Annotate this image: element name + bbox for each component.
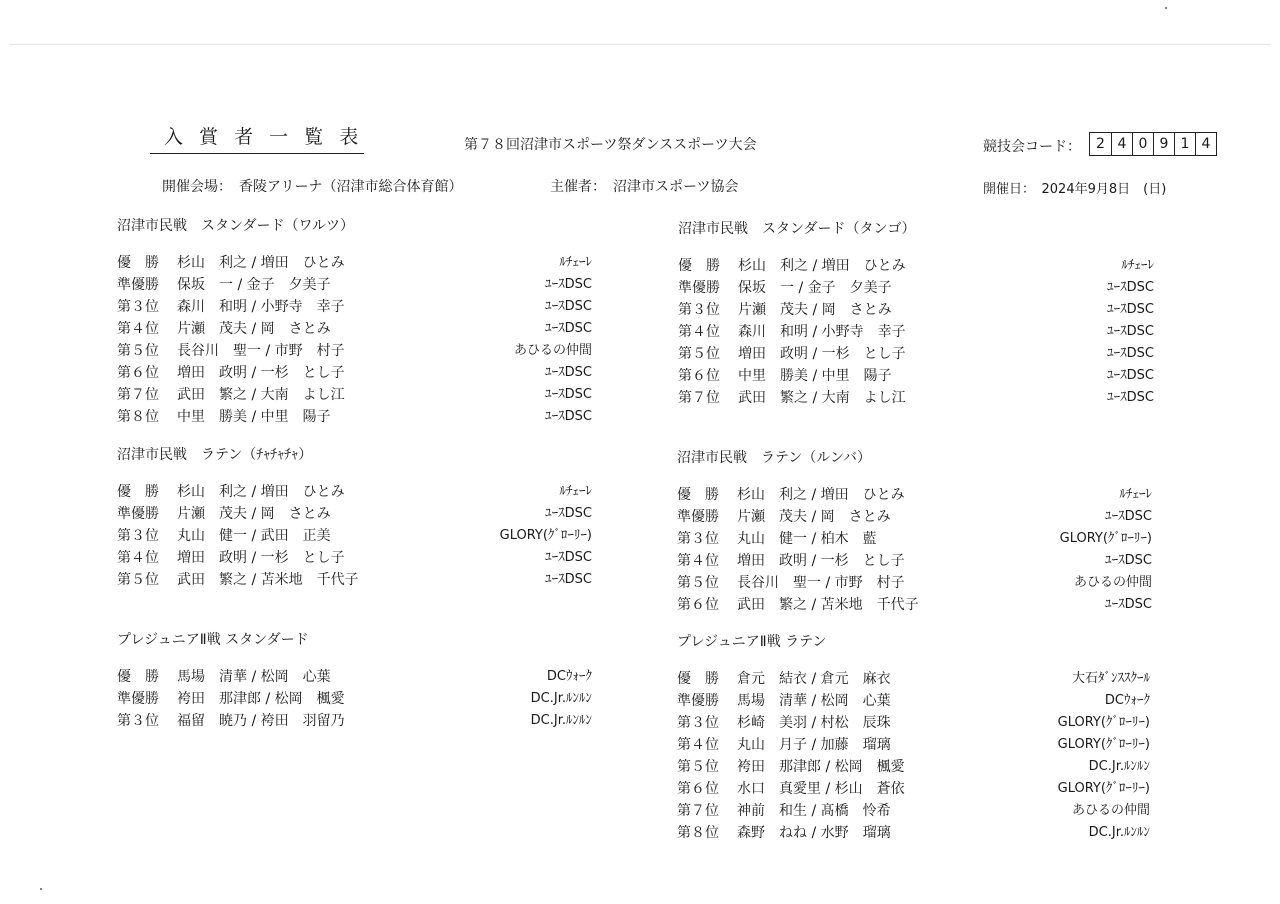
result-row (677, 778, 1150, 800)
section-title: 沼津市民戦 ラテン（ルンバ） (677, 450, 871, 466)
couple-names: 袴田 那津郎 / 松岡 楓愛 (177, 691, 345, 707)
couple-names: 増田 政明 / 一杉 とし子 (738, 346, 906, 362)
club-name: ﾕｰｽDSC (1107, 302, 1154, 317)
result-row (678, 343, 1154, 365)
rank-label: 第６位 (677, 597, 719, 613)
rank-label: 第５位 (117, 343, 159, 359)
couple-names: 武田 繁之 / 苫米地 千代子 (737, 597, 919, 613)
club-name: ﾕｰｽDSC (545, 321, 592, 336)
club-name: ﾕｰｽDSC (545, 387, 592, 402)
rank-label: 優 勝 (678, 258, 720, 274)
club-name: ﾕｰｽDSC (545, 277, 592, 292)
result-row (117, 406, 592, 428)
section-title: プレジュニアⅡ戦 スタンダード (117, 632, 309, 648)
result-row (117, 296, 592, 318)
couple-names: 袴田 那津郎 / 松岡 楓愛 (737, 759, 905, 775)
result-row (117, 274, 592, 296)
section-title: 沼津市民戦 スタンダード（ワルツ） (117, 218, 355, 234)
event-name: 第７８回沼津市スポーツ祭ダンススポーツ大会 (464, 137, 757, 153)
club-name: ﾙﾁｪｰﾚ (559, 484, 592, 499)
club-name: ﾕｰｽDSC (545, 550, 592, 565)
rank-label: 準優勝 (678, 280, 720, 296)
rank-label: 準優勝 (677, 693, 719, 709)
result-row (117, 547, 592, 569)
host-organizer: 主催者： 沼津市スポーツ協会 (550, 179, 739, 195)
rank-label: 準優勝 (117, 506, 159, 522)
club-name: ﾕｰｽDSC (1105, 509, 1152, 524)
club-name: ﾙﾁｪｰﾚ (1121, 258, 1154, 273)
club-name: ﾕｰｽDSC (545, 409, 592, 424)
code-digit: 4 (1195, 133, 1216, 155)
couple-names: 杉山 利之 / 増田 ひとみ (738, 258, 906, 274)
rank-label: 優 勝 (117, 669, 159, 685)
club-name: DC.Jr.ﾙﾝﾙﾝ (530, 713, 592, 728)
result-row (117, 252, 592, 274)
result-row (677, 528, 1152, 550)
rank-label: 準優勝 (677, 509, 719, 525)
couple-names: 杉山 利之 / 増田 ひとみ (177, 255, 345, 271)
rank-label: 第６位 (117, 365, 159, 381)
result-row (677, 484, 1152, 506)
code-digit: 9 (1153, 133, 1174, 155)
club-name: DC.Jr.ﾙﾝﾙﾝ (1088, 825, 1150, 840)
rank-label: 第４位 (678, 324, 720, 340)
rank-label: 第３位 (117, 299, 159, 315)
result-row (678, 321, 1154, 343)
club-name: DCｳｫｰｸ (1104, 693, 1150, 708)
code-digit: 0 (1132, 133, 1153, 155)
rank-label: 第４位 (677, 737, 719, 753)
code-digit: 2 (1096, 136, 1105, 152)
result-row (677, 572, 1152, 594)
couple-names: 杉山 利之 / 増田 ひとみ (177, 484, 345, 500)
club-name: ﾕｰｽDSC (1107, 324, 1154, 339)
code-digit: 1 (1174, 133, 1195, 155)
rank-label: 第８位 (677, 825, 719, 841)
couple-names: 片瀬 茂夫 / 岡 さとみ (177, 506, 331, 522)
couple-names: 馬場 清華 / 松岡 心葉 (177, 669, 331, 685)
rank-label: 第６位 (678, 368, 720, 384)
rank-label: 第６位 (677, 781, 719, 797)
rank-label: 第５位 (677, 759, 719, 775)
couple-names: 森野 ねね / 水野 瑠璃 (737, 825, 891, 841)
couple-names: 丸山 健一 / 武田 正美 (177, 528, 331, 544)
couple-names: 神前 和生 / 髙橋 怜希 (737, 803, 891, 819)
club-name: DCｳｫｰｸ (546, 669, 592, 684)
rank-label: 第３位 (677, 715, 719, 731)
couple-names: 増田 政明 / 一杉 とし子 (177, 550, 345, 566)
club-name: GLORY(ｸﾞﾛｰﾘｰ) (1059, 531, 1152, 546)
club-name: あひるの仲間 (1073, 575, 1152, 590)
club-name: ﾕｰｽDSC (1107, 346, 1154, 361)
result-row (117, 340, 592, 362)
couple-names: 武田 繁之 / 大南 よし江 (177, 387, 345, 403)
event-date: 開催日： 2024年9月8日 (日) (983, 182, 1167, 197)
rank-label: 第７位 (678, 390, 720, 406)
result-row (677, 690, 1150, 712)
result-row (678, 365, 1154, 387)
couple-names: 森川 和明 / 小野寺 幸子 (738, 324, 906, 340)
club-name: 大石ﾀﾞﾝｽｽｸｰﾙ (1071, 671, 1150, 686)
result-row (678, 299, 1154, 321)
result-row (678, 277, 1154, 299)
rank-label: 準優勝 (117, 277, 159, 293)
results-section-prejunior-standard (117, 630, 592, 732)
result-row (117, 710, 592, 732)
rank-label: 優 勝 (677, 487, 719, 503)
rank-label: 第３位 (117, 713, 159, 729)
result-row (677, 800, 1150, 822)
couple-names: 保坂 一 / 金子 夕美子 (177, 277, 331, 293)
club-name: ﾕｰｽDSC (1105, 553, 1152, 568)
club-name: GLORY(ｸﾞﾛｰﾘｰ) (1057, 715, 1150, 730)
result-row (678, 387, 1154, 409)
rank-label: 第４位 (117, 550, 159, 566)
couple-names: 片瀬 茂夫 / 岡 さとみ (738, 302, 892, 318)
scan-speck (40, 888, 42, 890)
result-row (677, 594, 1152, 616)
couple-names: 長谷川 聖一 / 市野 村子 (177, 343, 345, 359)
couple-names: 杉崎 美羽 / 村松 辰珠 (737, 715, 891, 731)
result-row (117, 503, 592, 525)
result-row (117, 318, 592, 340)
couple-names: 武田 繁之 / 苫米地 千代子 (177, 572, 359, 588)
couple-names: 武田 繁之 / 大南 よし江 (738, 390, 906, 406)
result-row (677, 668, 1150, 690)
club-name: ﾕｰｽDSC (1105, 597, 1152, 612)
couple-names: 森川 和明 / 小野寺 幸子 (177, 299, 345, 315)
rank-label: 第３位 (677, 531, 719, 547)
rank-label: 第５位 (677, 575, 719, 591)
rank-label: 優 勝 (677, 671, 719, 687)
result-row (117, 688, 592, 710)
section-title: 沼津市民戦 スタンダード（タンゴ） (678, 221, 916, 237)
rank-label: 優 勝 (117, 255, 159, 271)
club-name: DC.Jr.ﾙﾝﾙﾝ (530, 691, 592, 706)
club-name: ﾙﾁｪｰﾚ (559, 255, 592, 270)
couple-names: 片瀬 茂夫 / 岡 さとみ (177, 321, 331, 337)
scan-edge-line (10, 44, 1270, 45)
couple-names: 丸山 健一 / 柏木 藍 (737, 531, 877, 547)
result-row (677, 506, 1152, 528)
club-name: ﾕｰｽDSC (1107, 368, 1154, 383)
result-row (117, 481, 592, 503)
club-name: ﾕｰｽDSC (1107, 390, 1154, 405)
results-section-tango (678, 219, 1154, 409)
result-row (117, 569, 592, 591)
result-row (677, 734, 1150, 756)
club-name: ﾕｰｽDSC (545, 365, 592, 380)
couple-names: 水口 真愛里 / 杉山 蒼依 (737, 781, 905, 797)
rank-label: 第７位 (117, 387, 159, 403)
result-row (117, 666, 592, 688)
results-section-rumba (677, 448, 1152, 616)
couple-names: 長谷川 聖一 / 市野 村子 (737, 575, 905, 591)
scan-speck (1165, 7, 1167, 9)
couple-names: 増田 政明 / 一杉 とし子 (177, 365, 345, 381)
section-title: プレジュニアⅡ戦 ラテン (677, 634, 827, 650)
rank-label: 第３位 (117, 528, 159, 544)
club-name: ﾕｰｽDSC (545, 299, 592, 314)
couple-names: 杉山 利之 / 増田 ひとみ (737, 487, 905, 503)
code-digit: 4 (1111, 133, 1132, 155)
result-row (677, 712, 1150, 734)
result-row (677, 822, 1150, 844)
club-name: ﾕｰｽDSC (1107, 280, 1154, 295)
result-row (678, 255, 1154, 277)
couple-names: 片瀬 茂夫 / 岡 さとみ (737, 509, 891, 525)
results-section-prejunior-latin (677, 632, 1150, 844)
club-name: DC.Jr.ﾙﾝﾙﾝ (1088, 759, 1150, 774)
couple-names: 丸山 月子 / 加藤 瑠璃 (737, 737, 891, 753)
rank-label: 第４位 (117, 321, 159, 337)
rank-label: 準優勝 (117, 691, 159, 707)
couple-names: 中里 勝美 / 中里 陽子 (738, 368, 892, 384)
club-name: GLORY(ｸﾞﾛｰﾘｰ) (1057, 737, 1150, 752)
couple-names: 増田 政明 / 一杉 とし子 (737, 553, 905, 569)
club-name: ﾕｰｽDSC (545, 572, 592, 587)
club-name: GLORY(ｸﾞﾛｰﾘｰ) (1057, 781, 1150, 796)
venue: 開催会場： 香陵アリーナ（沼津市総合体育館） (162, 179, 463, 195)
couple-names: 馬場 清華 / 松岡 心葉 (737, 693, 891, 709)
club-name: ﾕｰｽDSC (545, 506, 592, 521)
competition-code-box (1089, 132, 1217, 156)
rank-label: 第４位 (677, 553, 719, 569)
result-row (677, 756, 1150, 778)
results-section-chachacha (117, 445, 592, 591)
club-name: あひるの仲間 (513, 343, 592, 358)
rank-label: 第５位 (678, 346, 720, 362)
couple-names: 保坂 一 / 金子 夕美子 (738, 280, 892, 296)
result-row (117, 384, 592, 406)
couple-names: 福留 暁乃 / 袴田 羽留乃 (177, 713, 345, 729)
club-name: ﾙﾁｪｰﾚ (1119, 487, 1152, 502)
rank-label: 第７位 (677, 803, 719, 819)
rank-label: 第８位 (117, 409, 159, 425)
rank-label: 第５位 (117, 572, 159, 588)
couple-names: 中里 勝美 / 中里 陽子 (177, 409, 331, 425)
results-section-waltz (117, 216, 592, 428)
club-name: あひるの仲間 (1071, 803, 1150, 818)
result-row (117, 362, 592, 384)
rank-label: 優 勝 (117, 484, 159, 500)
rank-label: 第３位 (678, 302, 720, 318)
couple-names: 倉元 結衣 / 倉元 麻衣 (737, 671, 891, 687)
result-row (117, 525, 592, 547)
club-name: GLORY(ｸﾞﾛｰﾘｰ) (499, 528, 592, 543)
section-title: 沼津市民戦 ラテン（ﾁｬﾁｬﾁｬ） (117, 447, 313, 463)
competition-code-label: 競技会コード： (983, 139, 1081, 155)
page-title: 入 賞 者 一 覧 表 (150, 122, 364, 154)
result-row (677, 550, 1152, 572)
